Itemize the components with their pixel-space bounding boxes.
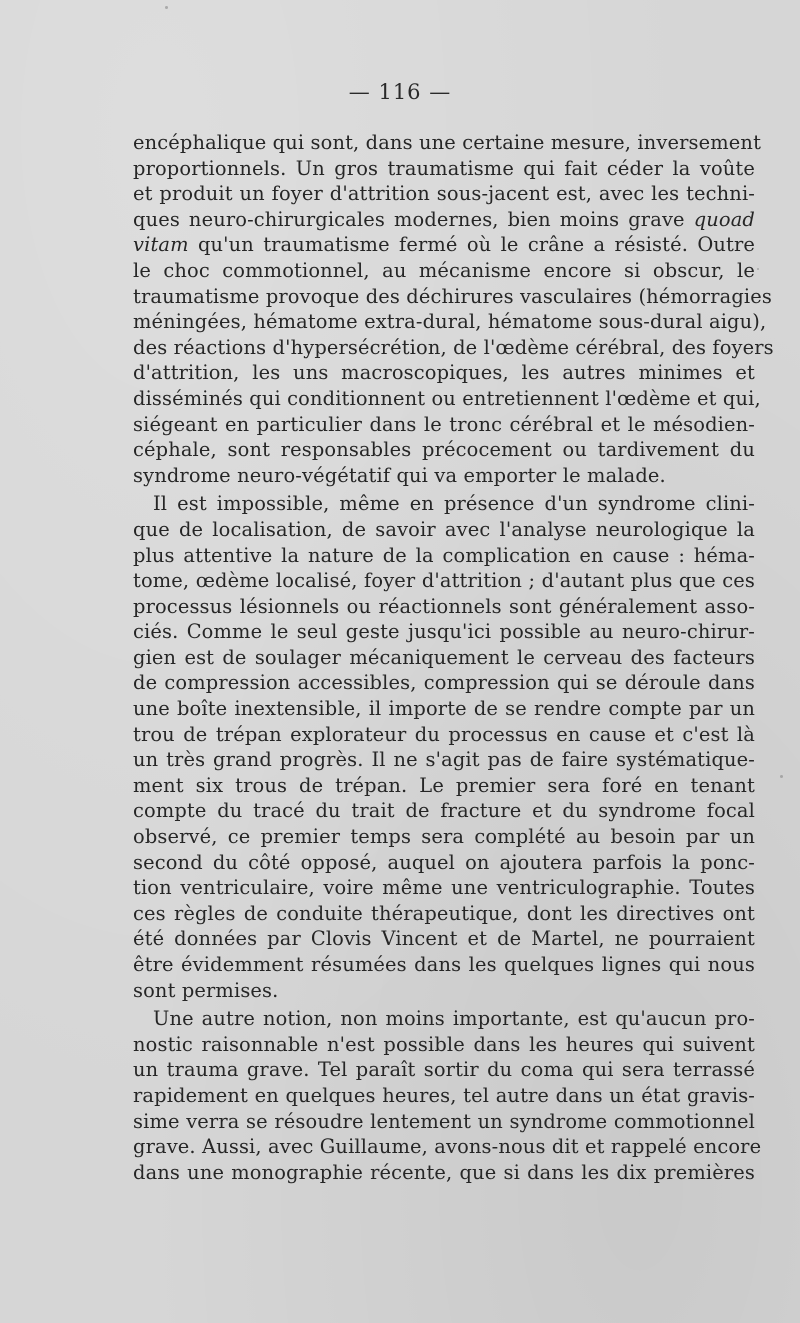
text-line: ment six trous de trépan. Le premier sera foré en tenant <box>133 773 755 797</box>
text-line: observé, ce premier temps sera complété au besoin par un <box>133 825 755 849</box>
text-line-with-italic <box>133 207 755 233</box>
text-line: second du côté opposé, auquel on ajoutera parfois la ponc- <box>133 850 755 874</box>
text-line: de compression accessibles, compression qui se déroule dans <box>133 671 755 695</box>
page-number: — 116 — <box>348 80 452 104</box>
text-line: plus attentive la nature de la complication en cause : héma- <box>133 543 755 567</box>
text-line: proportionnels. Un gros traumatisme qui fait céder la voûte <box>133 156 755 180</box>
text-line: siégeant en particulier dans le tronc cérébral et le mésodien- <box>133 412 755 436</box>
paper-speck <box>780 775 783 778</box>
text-line: compte du tracé du trait de fracture et du syndrome focal <box>133 799 755 823</box>
body-text <box>133 130 774 1185</box>
italic-term: vitam <box>133 233 189 257</box>
text-line: céphale, sont responsables précocement ou tardivement du <box>133 438 755 462</box>
text-line: Une autre notion, non moins importante, est qu'aucun pro- <box>153 1007 755 1031</box>
text-line-with-italic <box>133 232 755 258</box>
italic-term: quoad <box>693 207 755 231</box>
text-line: processus lésionnels ou réactionnels sont généralement asso- <box>133 594 755 618</box>
paper-speck <box>757 268 759 270</box>
text-line: une boîte inextensible, il importe de se rendre compte par un <box>133 697 755 721</box>
text-line: que de localisation, de savoir avec l'analyse neurologique la <box>133 517 755 541</box>
text-line: été données par Clovis Vincent et de Martel, ne pourraient <box>133 927 755 951</box>
text-line: gien est de soulager mécaniquement le cerveau des facteurs <box>133 645 755 669</box>
text-line: dans une monographie récente, que si dans les dix premières <box>133 1160 755 1184</box>
paragraph-1 <box>133 130 774 488</box>
text-line: ciés. Comme le seul geste jusqu'ici possible au neuro-chirur- <box>133 620 755 644</box>
text-line: grave. Aussi, avec Guillaume, avons-nous dit et rappelé encore <box>133 1135 762 1159</box>
text-line: rapidement en quelques heures, tel autre dans un état gravis- <box>133 1083 755 1107</box>
text-line: sont permises. <box>133 978 279 1002</box>
text-line: trou de trépan explorateur du processus en cause et c'est là <box>133 722 755 746</box>
text-line: et produit un foyer d'attrition sous-jacent est, avec les techni- <box>133 182 755 206</box>
text-run: ques neuro-chirurgicales modernes, bien moins grave <box>133 207 685 231</box>
text-run: qu'un traumatisme fermé où le crâne a résisté. Outre <box>188 233 755 257</box>
text-line: syndrome neuro-végétatif qui va emporter le malade. <box>133 463 666 487</box>
text-line: d'attrition, les uns macroscopiques, les autres minimes et <box>133 361 755 385</box>
text-line: tome, œdème localisé, foyer d'attrition ; d'autant plus que ces <box>133 569 755 593</box>
text-line: disséminés qui conditionnent ou entretiennent l'œdème et qui, <box>133 386 761 410</box>
text-line: des réactions d'hypersécrétion, de l'œdème cérébral, des foyers <box>133 335 774 359</box>
text-line: ces règles de conduite thérapeutique, dont les directives ont <box>133 901 755 925</box>
text-line: être évidemment résumées dans les quelques lignes qui nous <box>133 953 755 976</box>
text-line: un trauma grave. Tel paraît sortir du coma qui sera terrassé <box>133 1058 755 1082</box>
text-line: sime verra se résoudre lentement un syndrome commotionnel <box>133 1109 755 1133</box>
paragraph-2 <box>133 491 755 1003</box>
text-line: Il est impossible, même en présence d'un syndrome clini- <box>153 492 755 516</box>
text-line: nostic raisonnable n'est possible dans les heures qui suivent <box>133 1032 755 1056</box>
paragraph-3 <box>133 1006 762 1185</box>
text-line: le choc commotionnel, au mécanisme encore si obscur, le <box>133 258 755 282</box>
text-line: traumatisme provoque des déchirures vasculaires (hémorragies <box>133 284 772 308</box>
text-line: un très grand progrès. Il ne s'agit pas de faire systématique- <box>133 748 755 772</box>
text-line: méningées, hématome extra-dural, hématome sous-dural aigu), <box>133 310 767 334</box>
text-line: encéphalique qui sont, dans une certaine mesure, inversement <box>133 131 762 154</box>
paper-speck <box>165 6 168 9</box>
text-line: tion ventriculaire, voire même une ventriculographie. Toutes <box>133 876 755 900</box>
